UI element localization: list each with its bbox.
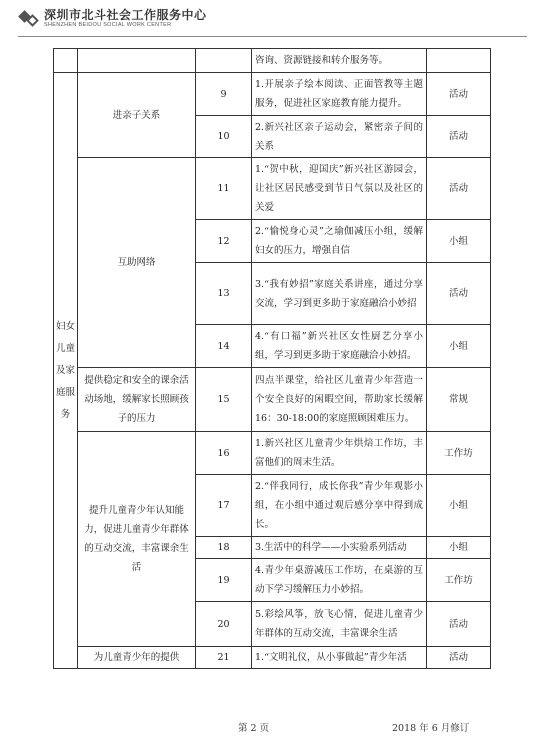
row-number: 13 <box>196 263 252 325</box>
table-row <box>54 368 491 432</box>
organization-name <box>44 9 207 29</box>
row-type: 活动 <box>427 647 491 669</box>
organization-name-en: SHENZHEN BEIDOU SOCIAL WORK CENTER <box>44 22 172 28</box>
row-type: 活动 <box>427 263 491 325</box>
row-content: 四点半课堂，给社区儿童青少年营造一个安全良好的闲暇空间，帮助家长缓解16：30-18:00的家庭照顾困难压力。 <box>252 368 427 432</box>
goal-cell: 为儿童青少年的提供 <box>78 647 196 669</box>
row-number: 11 <box>196 158 252 220</box>
goal-cell: 互助网络 <box>78 158 196 368</box>
target-group-label-line: 及家 <box>55 364 75 376</box>
row-number: 15 <box>196 368 252 432</box>
table-row <box>54 647 491 669</box>
target-group-cell <box>54 73 78 669</box>
row-content: 2.“伴我同行，成长你我”青少年观影小组，在小组中通过观后感分享中得到成长。 <box>252 475 427 537</box>
goal-cell: 进亲子关系 <box>78 73 196 158</box>
table-row <box>54 158 491 220</box>
row-content: 3.“我有妙招”家庭关系讲座，通过分享交流，学习到更多助于家庭融洽小妙招 <box>252 263 427 325</box>
row-content: 1.新兴社区儿童青少年烘焙工作坊，丰富他们的周末生活。 <box>252 432 427 475</box>
row-type: 小组 <box>427 220 491 263</box>
row-type: 活动 <box>427 158 491 220</box>
row-content: 2.新兴社区亲子运动会，紧密亲子间的关系 <box>252 116 427 158</box>
table-cell <box>54 49 78 73</box>
row-number: 18 <box>196 537 252 559</box>
row-content: 3.生活中的科学——小实验系列活动 <box>252 537 427 559</box>
target-group-label-line: 妇女 <box>55 320 75 332</box>
row-content: 4.青少年桌游减压工作坊，在桌游的互动下学习缓解压力小妙招。 <box>252 559 427 602</box>
row-type: 工作坊 <box>427 432 491 475</box>
row-type: 常规 <box>427 368 491 432</box>
target-group-label-line: 庭服 <box>55 386 75 398</box>
row-type: 小组 <box>427 475 491 537</box>
row-number: 20 <box>196 602 252 647</box>
table-cell <box>78 49 196 73</box>
row-type: 工作坊 <box>427 559 491 602</box>
row-number: 12 <box>196 220 252 263</box>
row-content: 1.“文明礼仪，从小事做起”青少年活 <box>252 647 427 669</box>
row-number: 21 <box>196 647 252 669</box>
row-content: 4.“有口福”新兴社区女性厨艺分享小组，学习到更多助于家庭融洽小妙招。 <box>252 325 427 368</box>
table-cell <box>427 49 491 73</box>
goal-cell: 提供稳定和安全的课余活动场地，缓解家长照顾孩子的压力 <box>78 368 196 432</box>
target-group-label-line: 儿童 <box>55 342 75 354</box>
row-type: 活动 <box>427 116 491 158</box>
goal-cell: 提升儿童青少年认知能力，促进儿童青少年群体的互动交流，丰富课余生活 <box>78 432 196 647</box>
target-group-label-line: 务 <box>60 408 71 420</box>
row-type: 小组 <box>427 537 491 559</box>
table-row <box>54 49 491 73</box>
page-header <box>18 8 207 30</box>
row-number: 10 <box>196 116 252 158</box>
row-number: 9 <box>196 73 252 116</box>
table-row <box>54 432 491 475</box>
row-content: 1.“贺中秋，迎国庆”新兴社区游园会，让社区居民感受到节日气氛以及社区的关爱 <box>252 158 427 220</box>
row-number: 14 <box>196 325 252 368</box>
beidou-logo-icon <box>18 8 40 30</box>
header-divider <box>18 36 527 37</box>
organization-name-cn: 深圳市北斗社会工作服务中心 <box>44 8 207 22</box>
row-number: 16 <box>196 432 252 475</box>
service-plan-table <box>53 48 491 669</box>
row-type: 活动 <box>427 73 491 116</box>
table-cell <box>196 49 252 73</box>
row-number: 19 <box>196 559 252 602</box>
row-type: 活动 <box>427 602 491 647</box>
revision-date: 2018 年 6 月修订 <box>392 723 470 734</box>
row-content: 咨询、资源链接和转介服务等。 <box>252 49 427 73</box>
row-content: 5.彩绘风筝，放飞心情，促进儿童青少年群体的互动交流，丰富课余生活 <box>252 602 427 647</box>
row-content: 1.开展亲子绘本阅读、正面管教等主题服务，促进社区家庭教育能力提升。 <box>252 73 427 116</box>
row-content: 2.“愉悦身心灵”之瑜伽减压小组，缓解妇女的压力，增强自信 <box>252 220 427 263</box>
page-number: 第 2 页 <box>238 723 270 734</box>
row-number: 17 <box>196 475 252 537</box>
table-row <box>54 73 491 116</box>
row-type: 小组 <box>427 325 491 368</box>
